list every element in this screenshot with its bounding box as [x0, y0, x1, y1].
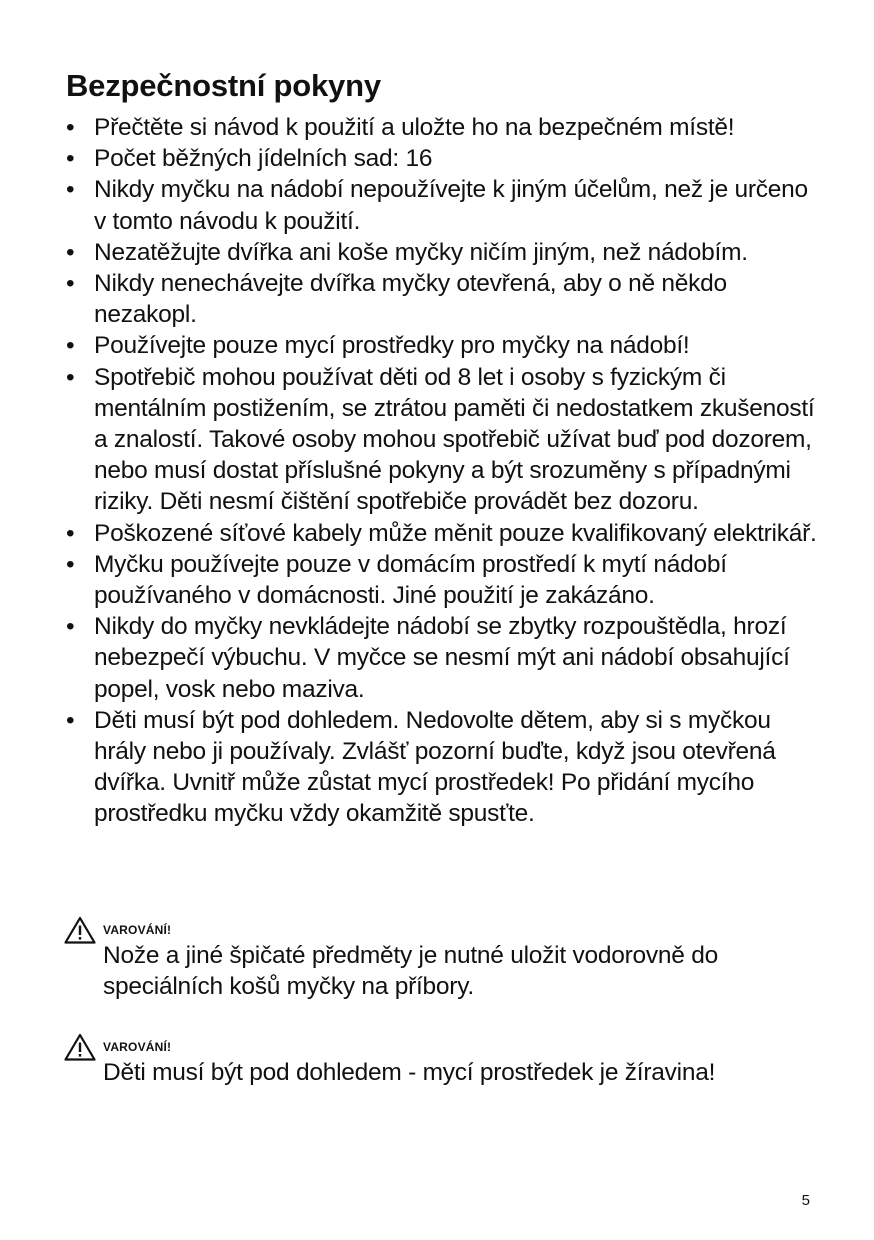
list-item-text: Děti musí být pod dohledem. Nedovolte dětem, aby si s myčkou hrály nebo ji používaly. Zvlášť pozorní buďte, když jsou otevřená dvířka. Uvnitř může zůstat mycí prostředek! Po přidání mycího prostředku myčku vždy okamžitě spusťte. — [94, 706, 776, 828]
bullet-icon: • — [66, 270, 75, 298]
safety-instructions-list — [66, 112, 826, 830]
list-item-text: Nikdy nenechávejte dvířka myčky otevřená, aby o ně někdo nezakopl. — [94, 270, 727, 329]
page-number: 5 — [801, 1192, 810, 1209]
list-item — [66, 330, 826, 361]
list-item — [66, 549, 826, 611]
bullet-icon: • — [66, 332, 75, 360]
warning-text: Nože a jiné špičaté předměty je nutné uložit vodorovně do speciálních košů myčky na příbory. — [103, 942, 718, 1001]
list-item — [66, 705, 826, 830]
warning-header — [64, 914, 824, 940]
list-item — [66, 174, 826, 236]
warning-text: Děti musí být pod dohledem - mycí prostředek je žíravina! — [103, 1059, 716, 1086]
list-item — [66, 611, 826, 705]
bullet-icon: • — [66, 706, 75, 734]
warning-triangle-icon — [64, 1033, 96, 1061]
list-item-text: Spotřebič mohou používat děti od 8 let i osoby s fyzickým či mentálním postižením, se ztrátou paměti či nedostatkem zkušeností a znalostí. Takové osoby mohou spotřebič užívat buď pod dozorem, nebo musí dostat příslušné pokyny a být srozuměny s případnými riziky. Děti nesmí čištění spotřebiče provádět bez dozoru. — [94, 363, 815, 516]
list-item-text: Poškozené síťové kabely může měnit pouze kvalifikovaný elektrikář. — [94, 519, 817, 547]
list-item-text: Nikdy do myčky nevkládejte nádobí se zbytky rozpouštědla, hrozí nebezpečí výbuchu. V myčce se nesmí mýt ani nádobí obsahující popel, vosk nebo maziva. — [94, 613, 790, 703]
bullet-icon: • — [66, 550, 75, 578]
warning-block-detergent — [64, 1031, 824, 1088]
list-item-text: Přečtěte si návod k použití a uložte ho na bezpečném místě! — [94, 114, 735, 141]
warning-label: VAROVÁNÍ! — [103, 923, 172, 937]
list-item-text: Myčku používejte pouze v domácím prostředí k mytí nádobí používaného v domácnosti. Jiné použití je zakázáno. — [94, 550, 727, 610]
list-item — [66, 362, 826, 518]
list-item-text: Nikdy myčku na nádobí nepoužívejte k jiným účelům, než je určeno v tomto návodu k použití. — [94, 176, 808, 235]
warning-header — [64, 1031, 824, 1057]
list-item — [66, 268, 826, 330]
warning-triangle-icon — [64, 916, 96, 944]
list-item-text: Nezatěžujte dvířka ani koše myčky ničím jiným, než nádobím. — [94, 238, 748, 266]
list-item — [66, 237, 826, 268]
list-item — [66, 112, 826, 143]
bullet-icon: • — [66, 145, 75, 173]
warning-label: VAROVÁNÍ! — [103, 1040, 172, 1054]
warning-block-knives — [64, 914, 824, 1002]
bullet-icon: • — [66, 519, 75, 547]
bullet-icon: • — [66, 114, 75, 141]
bullet-icon: • — [66, 613, 75, 641]
list-item-text: Používejte pouze mycí prostředky pro myčky na nádobí! — [94, 332, 690, 360]
list-item-text: Počet běžných jídelních sad: 16 — [94, 145, 433, 173]
bullet-icon: • — [66, 176, 75, 204]
page-title: Bezpečnostní pokyny — [66, 68, 381, 103]
list-item — [66, 518, 826, 549]
list-item — [66, 143, 826, 174]
bullet-icon: • — [66, 238, 75, 266]
bullet-icon: • — [66, 363, 75, 391]
